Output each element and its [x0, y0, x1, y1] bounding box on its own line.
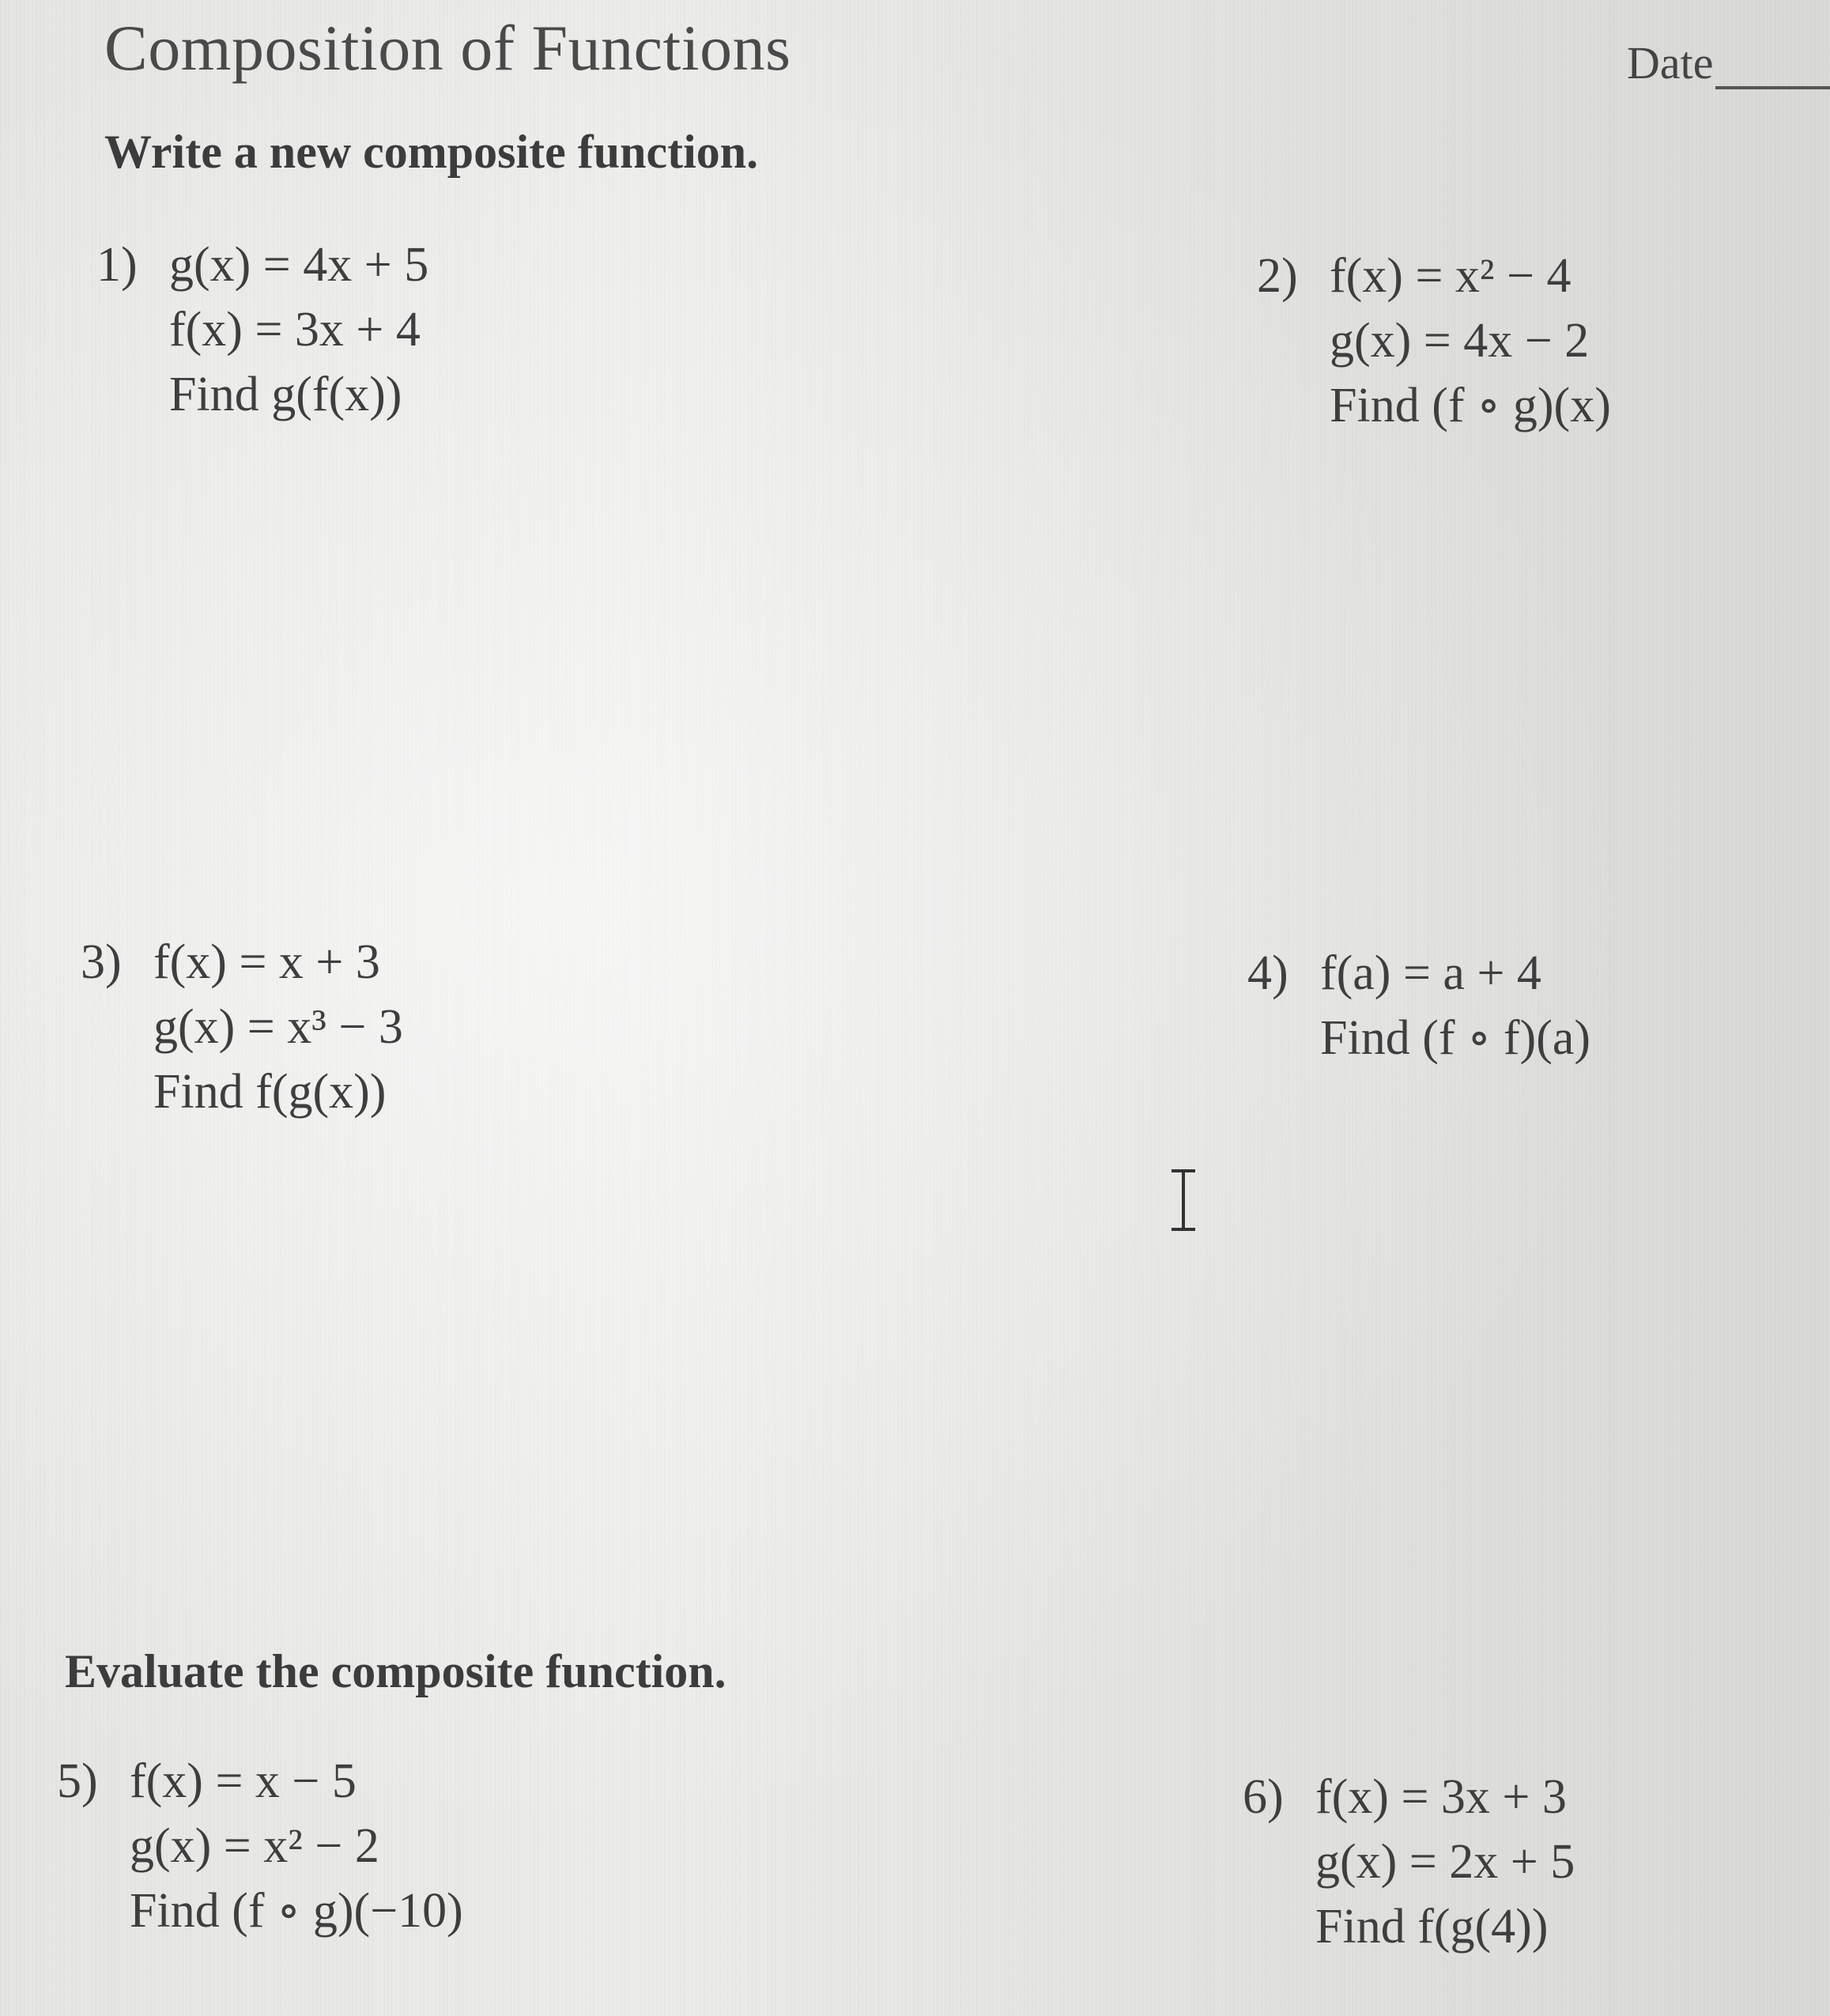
- problem-3: [81, 930, 403, 1124]
- problem-line: f(x) = x + 3: [153, 935, 380, 989]
- text-cursor-icon: [1168, 1168, 1198, 1232]
- problem-number: 4): [1247, 946, 1289, 1000]
- problem-5: [57, 1749, 463, 1943]
- problem-line: Find (f ∘ f)(a): [1320, 1011, 1590, 1065]
- problem-line: Find g(f(x)): [169, 368, 402, 421]
- problem-1: [96, 232, 428, 427]
- page-title: Composition of Functions: [104, 12, 791, 84]
- problem-6: [1243, 1765, 1575, 1959]
- problem-number: 3): [81, 935, 122, 989]
- problem-number: 2): [1257, 249, 1298, 303]
- problem-line: g(x) = 4x − 2: [1330, 314, 1590, 368]
- problem-number: 6): [1243, 1770, 1284, 1824]
- problem-line: Find f(g(4)): [1315, 1900, 1549, 1954]
- problem-4: [1247, 941, 1590, 1070]
- problem-line: Find f(g(x)): [153, 1065, 387, 1119]
- problem-number: 5): [57, 1754, 98, 1808]
- problem-line: g(x) = 4x + 5: [169, 238, 429, 292]
- problem-line: g(x) = 2x + 5: [1315, 1835, 1575, 1889]
- problem-line: f(x) = 3x + 3: [1315, 1770, 1567, 1824]
- date-blank-line[interactable]: [1715, 37, 1830, 89]
- problem-line: g(x) = x² − 2: [130, 1819, 379, 1873]
- section-heading-evaluate: Evaluate the composite function.: [65, 1645, 726, 1697]
- date-label: Date: [1627, 37, 1714, 89]
- section-heading-write: Write a new composite function.: [104, 126, 759, 178]
- problem-line: f(x) = x − 5: [130, 1754, 357, 1808]
- date-field[interactable]: [1627, 36, 1830, 89]
- problem-line: Find (f ∘ g)(x): [1330, 379, 1611, 432]
- problem-2: [1257, 244, 1611, 438]
- problem-line: f(x) = x² − 4: [1330, 249, 1572, 303]
- problem-line: f(x) = 3x + 4: [169, 303, 421, 357]
- problem-number: 1): [96, 238, 138, 292]
- problem-line: Find (f ∘ g)(−10): [130, 1884, 463, 1938]
- problem-line: f(a) = a + 4: [1320, 946, 1541, 1000]
- problem-line: g(x) = x³ − 3: [153, 1000, 403, 1054]
